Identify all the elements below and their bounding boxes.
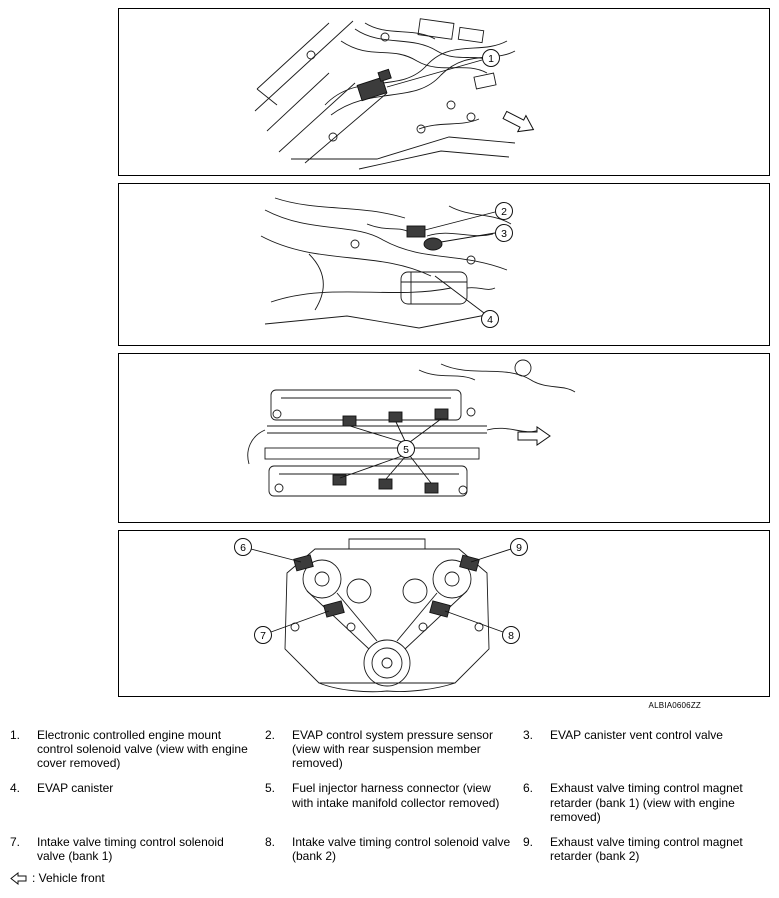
- engine-front-drawing: [119, 531, 769, 696]
- legend-item-number: 3.: [523, 728, 534, 742]
- svg-text:9: 9: [516, 541, 522, 554]
- callout-2: [496, 203, 513, 220]
- leader-line-4: [435, 276, 484, 313]
- legend-item-text: Exhaust valve timing control magnet retarder (bank 2): [550, 834, 743, 864]
- svg-text:1: 1: [488, 52, 494, 65]
- engine-compartment-drawing: [119, 9, 769, 175]
- svg-text:4: 4: [487, 313, 493, 326]
- diagram-panel-3: [118, 353, 770, 523]
- leader-line-1: [387, 60, 482, 87]
- diagram-panel-4: [118, 530, 770, 697]
- vehicle-front-label: : Vehicle front: [32, 871, 105, 885]
- svg-text:2: 2: [501, 205, 507, 218]
- figure-panels: [118, 8, 770, 704]
- engine-top-line-art: [248, 360, 575, 496]
- direction-arrow-icon: [501, 107, 538, 138]
- legend-item-text: EVAP canister vent control valve: [550, 728, 723, 742]
- legend-item-text: Intake valve timing control solenoid valve (bank 1): [37, 834, 224, 864]
- callout-5: [398, 441, 415, 458]
- vehicle-front-arrow-icon: [10, 872, 27, 885]
- vehicle-front-note: [10, 871, 105, 885]
- legend-item-text: Intake valve timing control solenoid valve (bank 2): [292, 834, 511, 864]
- legend-item-8: [265, 835, 523, 863]
- engine-front-line-art: [285, 539, 489, 692]
- legend-item-3: [523, 728, 769, 770]
- direction-arrow-icon: [518, 427, 550, 445]
- legend-item-9: [523, 835, 769, 863]
- legend-item-number: 9.: [523, 834, 534, 849]
- svg-text:8: 8: [508, 629, 514, 642]
- leader-line-3: [441, 233, 495, 242]
- legend-item-number: 8.: [265, 834, 276, 849]
- callout-6: [235, 539, 252, 556]
- legend-item-number: 6.: [523, 781, 534, 796]
- svg-text:6: 6: [240, 541, 246, 554]
- callout-1: [483, 50, 500, 67]
- legend-item-6: [523, 781, 769, 823]
- legend-item-text: Exhaust valve timing control magnet retarder (bank 1) (view with engine removed): [550, 781, 743, 824]
- callout-7: [255, 627, 272, 644]
- legend-item-number: 5.: [265, 781, 276, 796]
- legend-item-text: EVAP canister: [37, 781, 114, 796]
- engine-top-drawing: [119, 354, 769, 522]
- diagram-panel-2: [118, 183, 770, 346]
- legend-item-text: Electronic controlled engine mount control solenoid valve (view with engine cover removed): [37, 728, 248, 771]
- svg-text:5: 5: [403, 443, 409, 456]
- legend-item-2: [265, 728, 523, 770]
- legend-item-7: [10, 835, 265, 863]
- underbody-drawing: [119, 184, 769, 345]
- legend-item-text: EVAP control system pressure sensor (view with rear suspension member removed): [292, 728, 493, 771]
- legend-item-1: [10, 728, 265, 770]
- legend-item-4: [10, 781, 265, 823]
- legend-item-number: 7.: [10, 834, 21, 849]
- leader-lines-6-9: [251, 549, 511, 632]
- svg-text:7: 7: [260, 629, 266, 642]
- callout-4: [482, 311, 499, 328]
- figure-image-id: ALBIA0606ZZ: [648, 701, 701, 710]
- legend-item-number: 1.: [10, 728, 21, 742]
- callout-3: [496, 225, 513, 242]
- legend-item-number: 2.: [265, 728, 276, 742]
- leader-line-2: [425, 212, 495, 230]
- fuel-injector-connectors: [333, 409, 448, 493]
- legend: [10, 728, 772, 863]
- callout-8: [503, 627, 520, 644]
- legend-item-text: Fuel injector harness connector (view with intake manifold collector removed): [292, 781, 500, 810]
- legend-item-5: [265, 781, 523, 823]
- leader-lines-5: [340, 419, 441, 483]
- engine-line-art: [255, 19, 515, 169]
- callout-9: [511, 539, 528, 556]
- evap-pressure-sensor-and-vent-valve: [407, 226, 442, 250]
- legend-item-number: 4.: [10, 781, 21, 796]
- svg-text:3: 3: [501, 227, 507, 240]
- diagram-panel-1: [118, 8, 770, 176]
